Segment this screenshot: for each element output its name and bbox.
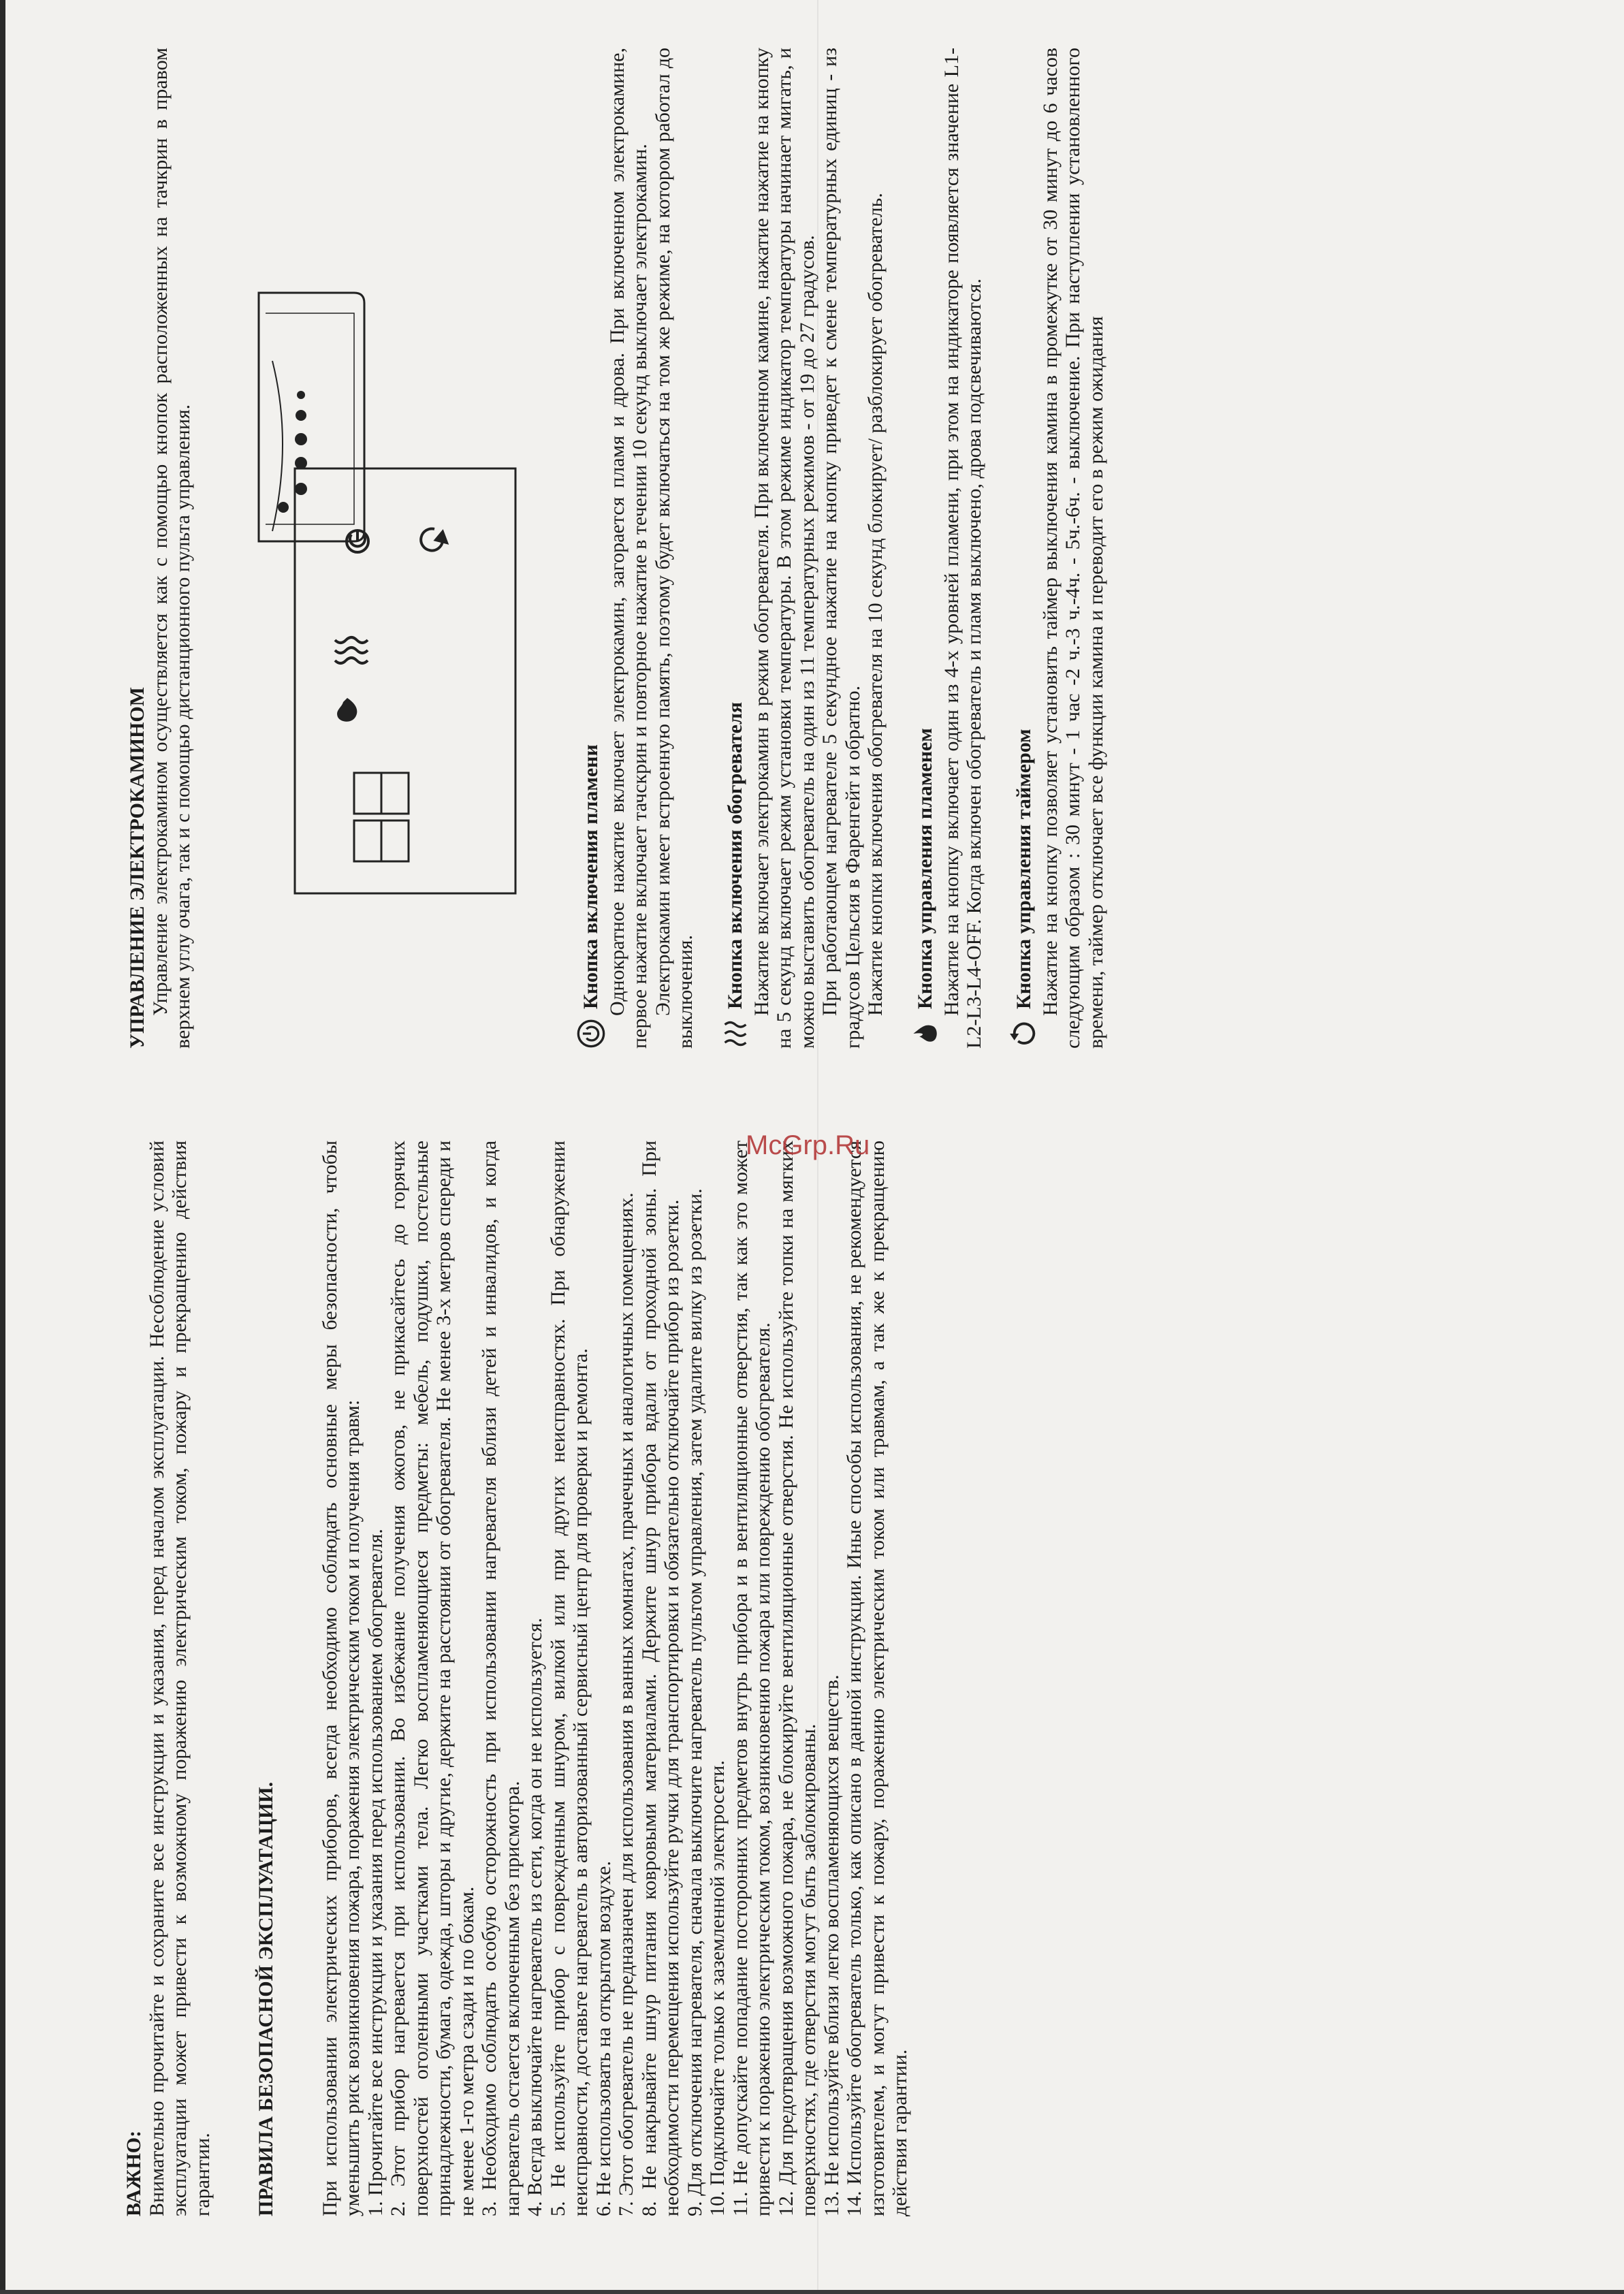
heater-heading: Кнопка включения обогревателя [723,701,746,1009]
rule-item: 11. Не допускайте попадание посторонних предметов внутрь прибора и в вентиляционные отверстия, так как это может привести к поражению электрическим током, возникновению пожара или повреждению обогревателя. [729,1141,774,2216]
rule-item: 6. Не использовать на открытом воздухе. [592,1861,615,2216]
panel-heat-icon [335,637,368,663]
heater-section-heading [720,48,750,1049]
important-heading: ВАЖНО: [123,2130,145,2216]
heater-text-2: При работающем нагревателе 5 секундное нажатие на кнопку приведет к смене температурных единиц - из градусов Цельсия в Фаренгейт и обратно. [818,48,864,1049]
digit-display-icon [354,773,409,861]
power-section-heading [576,48,606,1049]
rule-item: 4. Всегда выключайте нагреватель из сети, когда он не используется. [524,1617,546,2216]
rule-item: 10. Подключайте только к заземленной электросети. [706,1760,729,2216]
timer-text-1: Нажатие на кнопку позволяет установить таймер выключения камина в промежутке от 30 минут до 6 часов следующим образом : 30 минут - 1 час -2 ч.-3 ч.-4ч. - 5ч.-6ч. - выключение. При наступлении установленного времени, таймер отключает все функции камина и переводит его в режим ожидания [1038,48,1107,1049]
rule-item: 1. Прочитайте все инструкции и указания перед использованием обогревателя. [364,1529,387,2216]
rule-item: 9. Для отключения нагревателя, сначала выключите нагреватель пультом управления, затем удалите вилку из розетки. [683,1188,706,2216]
power-heading: Кнопка включения пламени [579,744,602,1009]
flame-text-1: Нажатие на кнопку включает один из 4-х уровней пламени, при этом на индикаторе появляется значение L1-L2-L3-L4-OFF. Когда включен обогреватель и пламя выключено, дрова подсвечиваются. [940,48,985,1049]
scan-edge-bottom [0,2290,1624,2294]
rules-heading: ПРАВИЛА БЕЗОПАСНОЙ ЭКСПЛУАТАЦИИ. [255,1781,277,2216]
flame-icon [910,1019,940,1049]
control-heading: УПРАВЛЕНИЕ ЭЛЕКТРОКАМИНОМ [126,686,148,1049]
watermark: McGrp.Ru [746,1130,870,1160]
timer-section-heading [1009,48,1039,1049]
heater-text-3: Нажатие кнопки включения обогревателя на 10 секунд блокирует/ разблокирует обогреватель. [864,193,887,1016]
rules-intro: При использовании электрических приборов, всегда необходимо соблюдать основные меры безопасности, чтобы уменьшить риск возникновения пожара, поражения электрическим током и получения травм: [318,1141,364,2216]
power-text-2: Электрокамин имеет встроенную память, поэтому будет включаться на том же режиме, на котором работал до выключения. [651,48,697,1049]
timer-icon [1009,1019,1039,1049]
rule-item: 5. Не используйте прибор с поврежденным шнуром, вилкой или при других неисправностях. При обнаружении неисправности, доставьте нагреватель в авторизованный сервисный центр для проверки и ремонта. [546,1141,592,2216]
flame-level-diagram [245,272,371,558]
panel-flame-icon [337,698,357,722]
panel-timer-icon [421,529,447,551]
important-text: Внимательно прочитайте и сохраните все инструкции и указания, перед началом эксплуатации. Несоблюдение условий эксплуатации может привести к возможному поражению электрическим током, пожару и прекращению действия гарантии. [145,1141,214,2216]
scan-edge [0,0,5,2294]
timer-heading: Кнопка управления таймером [1012,729,1035,1009]
heat-waves-icon [720,1019,750,1049]
power-icon [576,1019,606,1049]
rule-item: 13. Не используйте вблизи легко воспламеняющихся веществ. [820,1674,843,2216]
flame-section-heading [910,48,940,1049]
safety-column [123,1141,1416,2216]
heater-text-1: Нажатие включает электрокамин в режим обогревателя. При включенном камине, нажатие нажатие на кнопку на 5 секунд включает режим установки температуры. В этом режиме индикатор температуры начинает мигать, и можно выставить обогреватель на один из 11 температурных режимов - от 19 до 27 градусов. [750,48,818,1049]
rule-item: 3. Необходимо соблюдать особую осторожность при использовании нагревателя вблизи детей и инвалидов, и когда нагреватель остается включенным без присмотра. [478,1141,524,2216]
rule-item: 7. Этот обогреватель не предназначен для использования в ванных комнатах, прачечных и аналогичных помещениях. [615,1192,637,2216]
control-text: Управление электрокамином осуществляется как с помощью кнопок расположенных на тачкрин в правом верхнем углу очага, так и с помощью дистанционного пульта управления. [148,48,194,1049]
flame-heading: Кнопка управления пламенем [913,728,936,1009]
rule-item: 8. Не накрывайте шнур питания ковровыми материалами. Держите шнур прибора вдали от проходной зоны. При необходимости перемещения используйте ручки для транспортировки и обязательно отключайте прибор из розетки. [637,1141,683,2216]
power-text-1: Однократное нажатие включает электрокамин, загорается пламя и дрова. При включенном электрокамине, первое нажатие включает тачскрин и повторное нажатие в течении 10 секунд выключает электрокамин. [605,48,651,1049]
rule-item: 2. Этот прибор нагревается при использовании. Во избежание получения ожогов, не прикасайтесь до горячих поверхностей оголенными участками тела. Легко воспламеняющиеся предметы: мебель, подушки, постельные принадлежности, бумага, одежда, шторы и другие, держите на расстоянии от обогревателя. Не менее 3-х метров спереди и не менее 1-го метра сзади и по бокам. [387,1141,478,2216]
rule-item: 14. Используйте обогреватель только, как описано в данной инструкции. Иные способы использования, не рекомендуется изготовителем, и могут привести к пожару, поражению электрическим током или травмам, а так же к прекращению действия гарантии. [843,1141,911,2216]
rule-item: 12. Для предотвращения возможного пожара, не блокируйте вентиляционные отверстия. Не используйте топки на мягких поверхностях, где отверстия могут быть заблокированы. [774,1141,820,2216]
